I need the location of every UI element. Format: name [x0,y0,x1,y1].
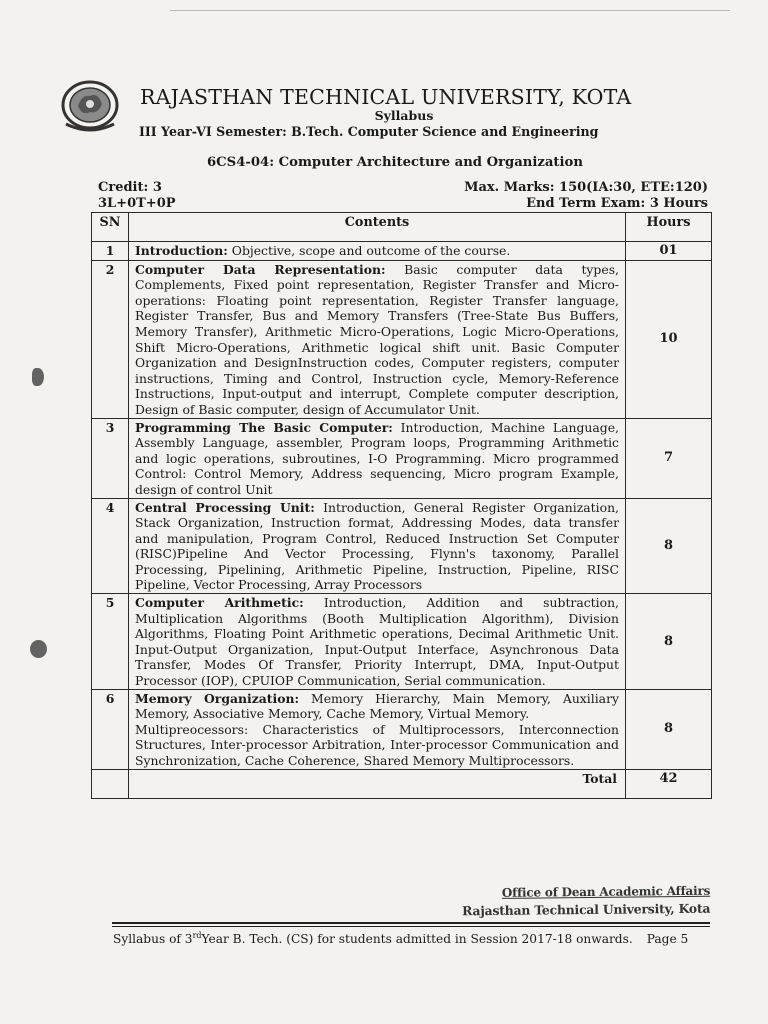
punch-hole-bottom [30,640,47,658]
footer-sup: rd [192,931,202,940]
page-number: Page 5 [646,932,689,947]
row-content [129,594,626,690]
table-row [92,689,712,769]
footer-pre: Syllabus of 3 [113,932,193,947]
footer-post: Year B. Tech. (CS) for students admitted in Session 2017-18 onwards. [201,932,633,947]
syllabus-table [91,212,712,799]
row-sn: 2 [92,260,129,418]
ltp-info: 3L+0T+0P [98,196,176,211]
footer-rule [112,922,710,924]
university-seal-icon [58,78,122,136]
syllabus-label: Syllabus [374,108,434,123]
row-topic: Computer Data Representation: [135,261,386,277]
row-sn: 1 [92,242,129,261]
university-name: RAJASTHAN TECHNICAL UNIVERSITY, KOTA [140,85,632,109]
row-topic: Introduction: [135,243,228,258]
footer-rule-thin [112,926,710,927]
punch-hole-top [32,368,44,386]
row-topic: Central Processing Unit: [135,499,315,515]
table-row [92,418,712,498]
row-text: Memory Hierarchy, Main Memory, Auxiliary Memory, Associative Memory, Cache Memory, Virtual Memory. [135,690,619,722]
total-empty-cell [92,769,129,798]
course-title: 6CS4-04: Computer Architecture and Organization [207,155,583,170]
row-content [129,242,626,261]
row-sn: 4 [92,498,129,594]
row-hours: 8 [626,594,712,690]
total-row [92,769,712,798]
row-text: Basic computer data types, Complements, Fixed point representation, Register Transfer and Micro-operations: Floating point representation, Register Transfer language, Register Transfer, Bus and Memory Transfers (Tree-State Bus Buffers, Memory Transfer), Arithmetic Micro-Operations, Logic Micro-Operations, Shift Micro-Operations, Arithmetic logical shift unit. Basic Computer Organization and DesignInstruction codes, Computer registers, computer instructions, Timing and Control, Instruction cycle, Memory-Reference Instructions, Input-output and interrupt, Complete computer description, Design of Basic computer, design of Accumulator Unit. [135,261,619,417]
row-topic: Computer Arithmetic: [135,595,304,611]
row-hours: 8 [626,498,712,594]
row-content [129,689,626,769]
table-row [92,594,712,690]
row-hours: 8 [626,689,712,769]
row-topic: Programming The Basic Computer: [135,419,393,435]
header-sn: SN [92,213,129,242]
row-text: Introduction, Machine Language, Assembly Language, assembler, Program loops, Programming Arithmetic and logic operations, subroutines, I-O Programming. Micro programmed Control: Control Memory, Address sequencing, Micro program Example, design of control Unit [135,419,619,497]
page-footer [113,931,688,946]
table-row [92,260,712,418]
row-sn: 6 [92,689,129,769]
total-label: Total [129,769,626,798]
table-row [92,242,712,261]
row-content [129,498,626,594]
table-row [92,498,712,594]
max-marks: Max. Marks: 150(IA:30, ETE:120) [464,180,708,195]
office-stamp [462,883,711,920]
stamp-line-1: Office of Dean Academic Affairs [501,883,710,900]
header-contents: Contents [129,213,626,242]
row-topic: Memory Organization: [135,690,300,706]
row-text-2: Multipreocessors: Characteristics of Multiprocessors, Interconnection Structures, Inter-processor Arbitration, Inter-processor Communication and Synchronization, Cache Coherence, Shared Memory Multiprocessors. [135,721,619,768]
semester-line: III Year-VI Semester: B.Tech. Computer Science and Engineering [139,124,599,139]
row-hours: 7 [626,418,712,498]
credit-info: Credit: 3 [98,180,162,195]
row-hours: 10 [626,260,712,418]
table-header-row [92,213,712,242]
total-value: 42 [626,769,712,798]
row-sn: 3 [92,418,129,498]
row-content [129,260,626,418]
stamp-line-2: Rajasthan Technical University, Kota [461,900,711,919]
top-edge-line [170,10,730,11]
row-text: Introduction, General Register Organization, Stack Organization, Instruction format, Addressing Modes, data transfer and manipulation, Program Control, Reduced Instruction Set Computer (RISC)Pipeline And Vector Processing, Flynn's taxonomy, Parallel Processing, Pipelining, Arithmetic Pipeline, Instruction, Pipeline, RISC Pipeline, Vector Processing, Array Processors [135,499,619,593]
row-content [129,418,626,498]
row-text: Introduction, Addition and subtraction, Multiplication Algorithms (Booth Multiplication Algorithm), Division Algorithms, Floating Point Arithmetic operations, Decimal Arithmetic Unit. Input-Output Organization, Input-Output Interface, Asynchronous Data Transfer, Modes Of Transfer, Priority Interrupt, DMA, Input-Output Processor (IOP), CPUIOP Communication, Serial communication. [135,595,619,689]
row-text: Objective, scope and outcome of the course. [231,243,511,258]
row-sn: 5 [92,594,129,690]
end-term-exam: End Term Exam: 3 Hours [526,196,708,211]
row-hours: 01 [626,242,712,261]
header-hours: Hours [626,213,712,242]
